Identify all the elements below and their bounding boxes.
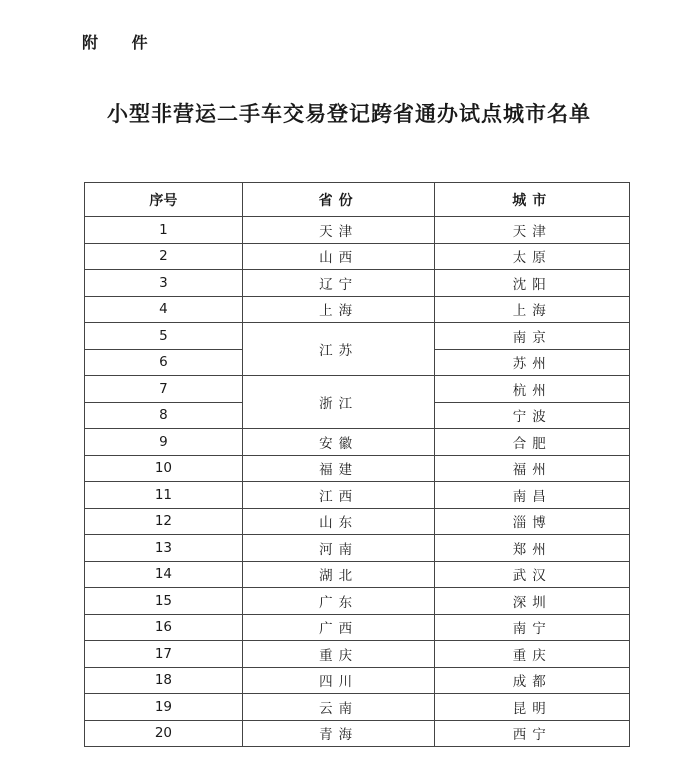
row-province: 广西 bbox=[242, 614, 435, 641]
table-header-row bbox=[85, 183, 630, 217]
pilot-city-table bbox=[84, 182, 630, 747]
table-row bbox=[85, 323, 630, 350]
row-province: 重庆 bbox=[242, 641, 435, 668]
row-number: 13 bbox=[85, 535, 243, 562]
row-city: 福州 bbox=[435, 455, 630, 482]
row-number: 11 bbox=[85, 482, 243, 509]
table-row bbox=[85, 561, 630, 588]
header-number: 序号 bbox=[85, 183, 243, 217]
row-province: 上海 bbox=[242, 296, 435, 323]
row-province: 福建 bbox=[242, 455, 435, 482]
row-number: 18 bbox=[85, 667, 243, 694]
row-city: 太原 bbox=[435, 243, 630, 270]
row-number: 16 bbox=[85, 614, 243, 641]
row-city: 天津 bbox=[435, 217, 630, 244]
row-number: 5 bbox=[85, 323, 243, 350]
table-row bbox=[85, 270, 630, 297]
table-row bbox=[85, 535, 630, 562]
row-province: 江苏 bbox=[242, 323, 435, 376]
row-province: 云南 bbox=[242, 694, 435, 721]
row-number: 4 bbox=[85, 296, 243, 323]
row-province: 江西 bbox=[242, 482, 435, 509]
row-number: 12 bbox=[85, 508, 243, 535]
row-number: 10 bbox=[85, 455, 243, 482]
row-city: 上海 bbox=[435, 296, 630, 323]
row-city: 南宁 bbox=[435, 614, 630, 641]
page-title: 小型非营运二手车交易登记跨省通办试点城市名单 bbox=[107, 101, 591, 126]
row-city: 武汉 bbox=[435, 561, 630, 588]
row-province: 安徽 bbox=[242, 429, 435, 456]
attachment-label: 附 件 bbox=[82, 33, 162, 52]
row-number: 15 bbox=[85, 588, 243, 615]
row-number: 8 bbox=[85, 402, 243, 429]
row-city: 合肥 bbox=[435, 429, 630, 456]
row-city: 西宁 bbox=[435, 720, 630, 747]
row-province: 青海 bbox=[242, 720, 435, 747]
row-city: 南昌 bbox=[435, 482, 630, 509]
table-row bbox=[85, 694, 630, 721]
row-number: 6 bbox=[85, 349, 243, 376]
row-province: 辽宁 bbox=[242, 270, 435, 297]
row-number: 20 bbox=[85, 720, 243, 747]
row-province: 浙江 bbox=[242, 376, 435, 429]
row-number: 1 bbox=[85, 217, 243, 244]
row-number: 14 bbox=[85, 561, 243, 588]
table-row bbox=[85, 508, 630, 535]
row-city: 重庆 bbox=[435, 641, 630, 668]
row-city: 杭州 bbox=[435, 376, 630, 403]
row-number: 9 bbox=[85, 429, 243, 456]
table-row bbox=[85, 243, 630, 270]
row-city: 深圳 bbox=[435, 588, 630, 615]
table-row bbox=[85, 614, 630, 641]
row-number: 2 bbox=[85, 243, 243, 270]
row-province: 湖北 bbox=[242, 561, 435, 588]
table-row bbox=[85, 482, 630, 509]
header-city: 城市 bbox=[435, 183, 630, 217]
row-number: 17 bbox=[85, 641, 243, 668]
row-province: 天津 bbox=[242, 217, 435, 244]
row-number: 19 bbox=[85, 694, 243, 721]
row-city: 昆明 bbox=[435, 694, 630, 721]
row-province: 河南 bbox=[242, 535, 435, 562]
table-row bbox=[85, 588, 630, 615]
table-row bbox=[85, 720, 630, 747]
header-province: 省份 bbox=[242, 183, 435, 217]
row-city: 成都 bbox=[435, 667, 630, 694]
row-number: 7 bbox=[85, 376, 243, 403]
table-row bbox=[85, 455, 630, 482]
row-city: 郑州 bbox=[435, 535, 630, 562]
row-city: 淄博 bbox=[435, 508, 630, 535]
table-row bbox=[85, 376, 630, 403]
row-city: 宁波 bbox=[435, 402, 630, 429]
row-city: 苏州 bbox=[435, 349, 630, 376]
row-city: 南京 bbox=[435, 323, 630, 350]
row-number: 3 bbox=[85, 270, 243, 297]
table-row bbox=[85, 641, 630, 668]
table-row bbox=[85, 296, 630, 323]
table-row bbox=[85, 667, 630, 694]
row-city: 沈阳 bbox=[435, 270, 630, 297]
row-province: 山东 bbox=[242, 508, 435, 535]
row-province: 山西 bbox=[242, 243, 435, 270]
table-row bbox=[85, 429, 630, 456]
table-row bbox=[85, 217, 630, 244]
row-province: 广东 bbox=[242, 588, 435, 615]
row-province: 四川 bbox=[242, 667, 435, 694]
